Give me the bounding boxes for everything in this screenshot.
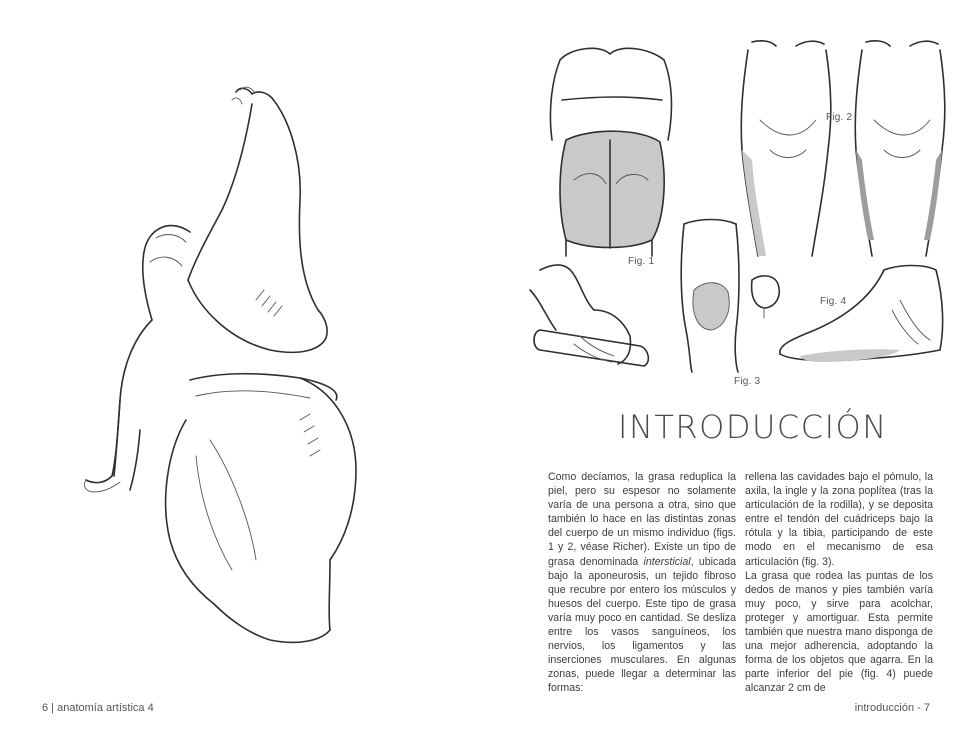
column-1-text-end: , ubicada bajo la aponeurosis, un tejido fibroso que recubre por entero los músculos y huesos del cuerpo. Este tipo de grasa varía muy poco en cantidad. Se desliza entre los vasos sanguíneos, los nervios, los ligamentos y las inserciones musculares. En algunas zonas, puede llegar a determinar las formas:: [548, 555, 737, 695]
column-1-italic-term: intersticial: [643, 555, 691, 568]
fig-1-label: Fig. 1: [628, 256, 655, 267]
section-title: INTRODUCCIÓN: [618, 408, 888, 446]
fig-3-label: Fig. 3: [734, 376, 761, 387]
fig-4-label: Fig. 4: [820, 296, 847, 307]
body-column-1: [548, 470, 736, 696]
fig-2-label: Fig. 2: [826, 112, 853, 123]
left-page-folio: 6 | anatomía artística 4: [42, 702, 154, 714]
body-column-2: [745, 470, 933, 696]
column-1-text-start: Como decíamos, la grasa reduplica la piel, pero su espesor no solamente varía de una persona a otra, sino que también lo hace en las distintas zonas del cuerpo de un mismo individuo (figs. 1 y 2, véase Richer). Existe un tipo de grasa denominada: [548, 471, 736, 568]
column-1-paragraph: [548, 470, 736, 696]
column-2-paragraph-2: La grasa que rodea las puntas de los dedos de manos y pies también varía muy poco, y sirve para acolchar, proteger y amortiguar. Esta permite también que nuestra mano disponga de una mejor adherencia, adoptando la forma de los objetos que agarra. En la parte inferior del pie (fig. 4) puede alcanzar 2 cm de: [745, 569, 933, 695]
column-2-paragraph-1: rellena las cavidades bajo el pómulo, la axila, la ingle y la zona poplítea (tras la articulación de la rodilla), y se deposita entre el tendón del cuádriceps bajo la rótula y la tibia, participando de este modo en el mecanismo de esa articulación (fig. 3).: [745, 471, 933, 568]
right-page-folio: introducción - 7: [854, 702, 930, 714]
